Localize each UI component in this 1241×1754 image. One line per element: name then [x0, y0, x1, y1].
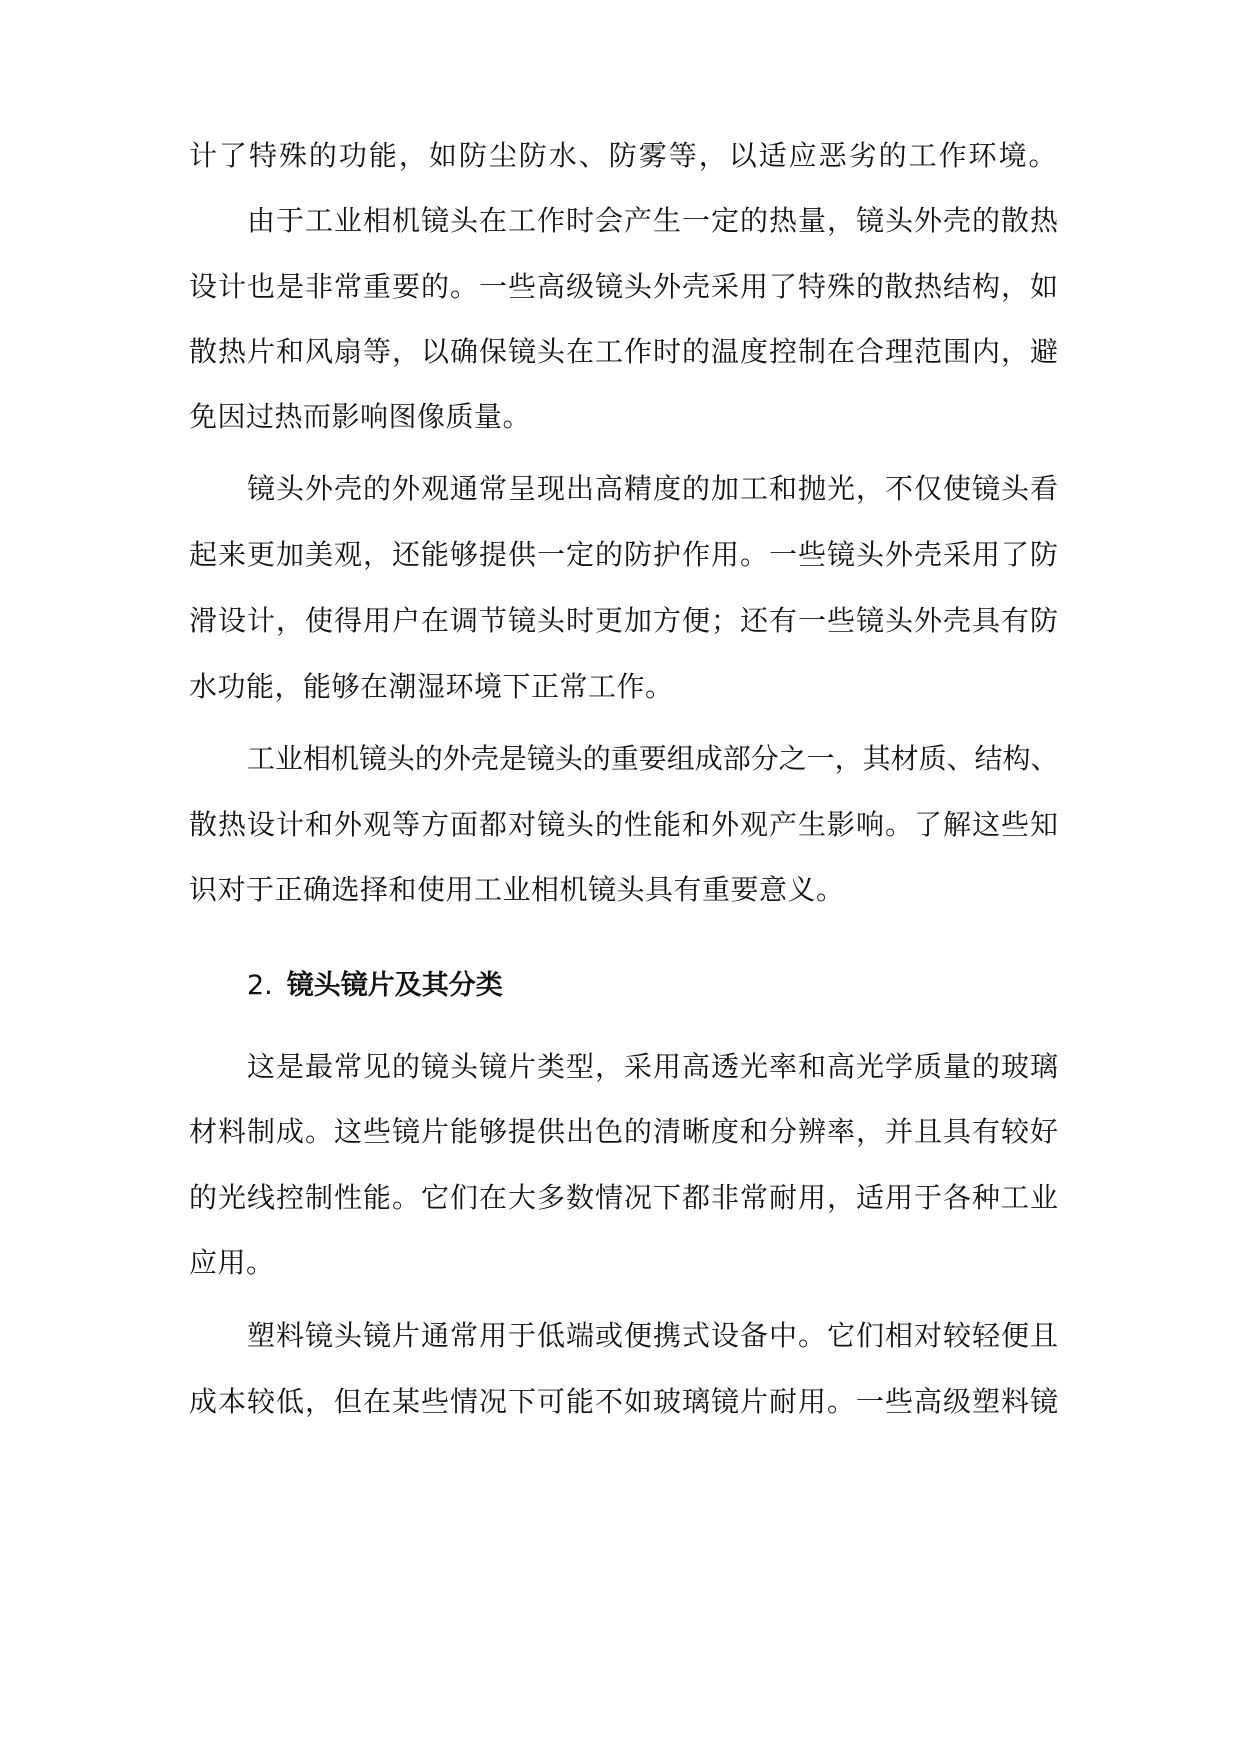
paragraph-line: 的光线控制性能。它们在大多数情况下都非常耐用，适用于各种工业 — [189, 1181, 1060, 1214]
paragraph-line: 免因过热而影响图像质量。 — [189, 400, 532, 433]
paragraph-line: 成本较低，但在某些情况下可能不如玻璃镜片耐用。一些高级塑料镜 — [189, 1385, 1060, 1418]
section-number: 2. — [247, 970, 273, 1001]
section-heading — [247, 966, 503, 1006]
paragraph-line: 起来更加美观，还能够提供一定的防护作用。一些镜头外壳采用了防 — [189, 538, 1060, 571]
paragraph-line: 工业相机镜头的外壳是镜头的重要组成部分之一，其材质、结构、 — [247, 742, 1059, 775]
paragraph-line: 水功能，能够在潮湿环境下正常工作。 — [189, 670, 674, 703]
paragraph-line: 塑料镜头镜片通常用于低端或便携式设备中。它们相对较轻便且 — [247, 1319, 1060, 1352]
paragraph-line: 计了特殊的功能，如防尘防水、防雾等，以适应恶劣的工作环境。 — [189, 139, 1059, 172]
section-title: 镜头镜片及其分类 — [286, 970, 503, 1001]
paragraph-line: 识对于正确选择和使用工业相机镜头具有重要意义。 — [189, 873, 845, 906]
paragraph-line: 滑设计，使得用户在调节镜头时更加方便；还有一些镜头外壳具有防 — [189, 604, 1060, 637]
paragraph-line: 材料制成。这些镜片能够提供出色的清晰度和分辨率，并且具有较好 — [189, 1115, 1060, 1148]
paragraph-line: 这是最常见的镜头镜片类型，采用高透光率和高光学质量的玻璃 — [247, 1050, 1060, 1083]
paragraph-line: 设计也是非常重要的。一些高级镜头外壳采用了特殊的散热结构，如 — [189, 270, 1060, 303]
paragraph-line: 由于工业相机镜头在工作时会产生一定的热量，镜头外壳的散热 — [247, 204, 1060, 237]
paragraph-line: 散热设计和外观等方面都对镜头的性能和外观产生影响。了解这些知 — [189, 808, 1060, 841]
paragraph-line: 镜头外壳的外观通常呈现出高精度的加工和抛光，不仅使镜头看 — [247, 472, 1060, 505]
paragraph-line: 散热片和风扇等，以确保镜头在工作时的温度控制在合理范围内，避 — [189, 335, 1060, 368]
paragraph-line: 应用。 — [189, 1246, 275, 1279]
